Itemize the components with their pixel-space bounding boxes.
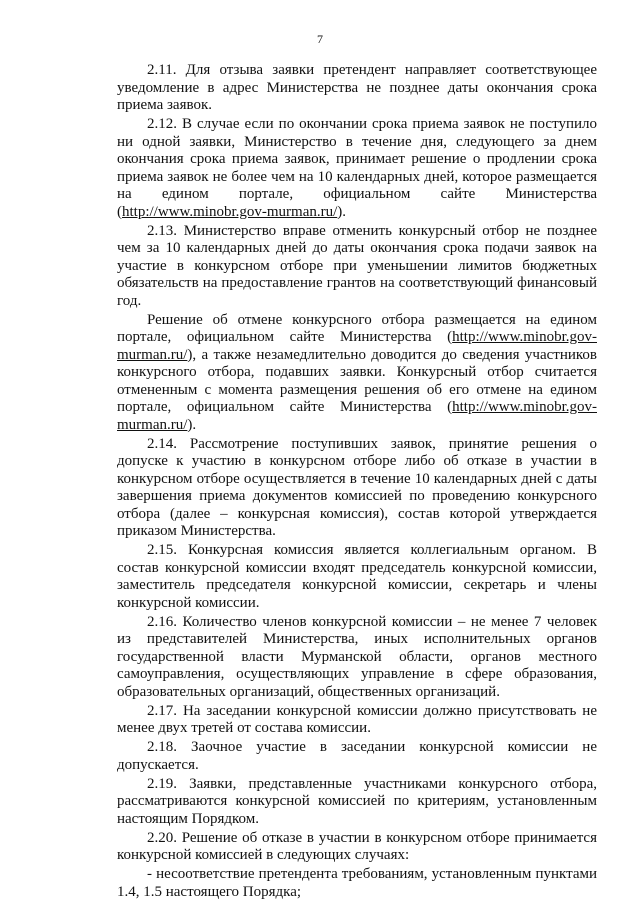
list-item: - несоответствие претендента требованиям, установленным пунктами 1.4, 1.5 настоящего Порядка;: [117, 866, 597, 900]
paragraph-2-17: 2.17. На заседании конкурсной комиссии должно присутствовать не менее двух третей от состава комиссии.: [117, 702, 597, 736]
paragraph-2-18: 2.18. Заочное участие в заседании конкурсной комиссии не допускается.: [117, 739, 597, 773]
ministry-website-link[interactable]: http://www.minobr.gov-murman.ru/: [122, 203, 338, 220]
paragraph-2-16: 2.16. Количество членов конкурсной комиссии – не менее 7 человек из представителей Министерства, иных исполнительных органов государственной власти Мурманской области, органов местного самоуправления, осуществляющих управление в сфере образования, образовательных организаций, общественных организаций.: [117, 613, 597, 700]
document-body: [117, 62, 597, 903]
page-number: 7: [317, 32, 323, 46]
paragraph-2-13: 2.13. Министерство вправе отменить конкурсный отбор не позднее чем за 10 календарных дней до даты окончания срока подачи заявок на участие в конкурсном отборе при уменьшении лимитов бюджетных обязательств на предоставление грантов на соответствующий финансовый год.: [117, 222, 597, 309]
paragraph-2-12: 2.12. В случае если по окончании срока приема заявок не поступило ни одной заявки, Министерство в течение дня, следующего за днем окончания срока приема заявок, принимает решение о продлении срока приема заявок не более чем на 10 календарных дней, которое размещается на едином портале, официальном сайте Министерства (http://www.minobr.gov-murman.ru/).: [117, 116, 597, 220]
paragraph-2-11: 2.11. Для отзыва заявки претендент направляет соответствующее уведомление в адрес Министерства не позднее даты окончания срока приема заявок.: [117, 62, 597, 113]
paragraph-2-19: 2.19. Заявки, представленные участниками конкурсного отбора, рассматриваются конкурсной комиссией по критериям, установленным настоящим Порядком.: [117, 775, 597, 827]
paragraph-2-15: 2.15. Конкурсная комиссия является коллегиальным органом. В состав конкурсной комиссии входят председатель конкурсной комиссии, заместитель председателя конкурсной комиссии, секретарь и члены конкурсной комиссии.: [117, 542, 597, 611]
ministry-website-link[interactable]: http://www.minobr.gov-murman.ru/: [117, 399, 597, 433]
paragraph-2-20: 2.20. Решение об отказе в участии в конкурсном отборе принимается конкурсной комиссией в следующих случаях:: [117, 829, 597, 863]
paragraph-cancellation-decision: Решение об отмене конкурсного отбора размещается на едином портале, официальном сайте Министерства (http://www.minobr.gov-murman.ru/), а также незамедлительно доводится до сведения участников конкурсного отбора, подавших заявки. Конкурсный отбор считается отмененным с момента размещения решения об его отмене на едином портале, официальном сайте Министерства (http://www.minobr.gov-murman.ru/).: [117, 311, 597, 433]
ministry-website-link[interactable]: http://www.minobr.gov-murman.ru/: [117, 329, 597, 363]
paragraph-2-14: 2.14. Рассмотрение поступивших заявок, принятие решения о допуске к участию в конкурсном отборе либо об отказе в участии в конкурсном отборе осуществляется в течение 10 календарных дней с даты завершения приема документов комиссией по проведению конкурсного отбора (далее – конкурсная комиссия), состав которой утверждается приказом Министерства.: [117, 435, 597, 539]
